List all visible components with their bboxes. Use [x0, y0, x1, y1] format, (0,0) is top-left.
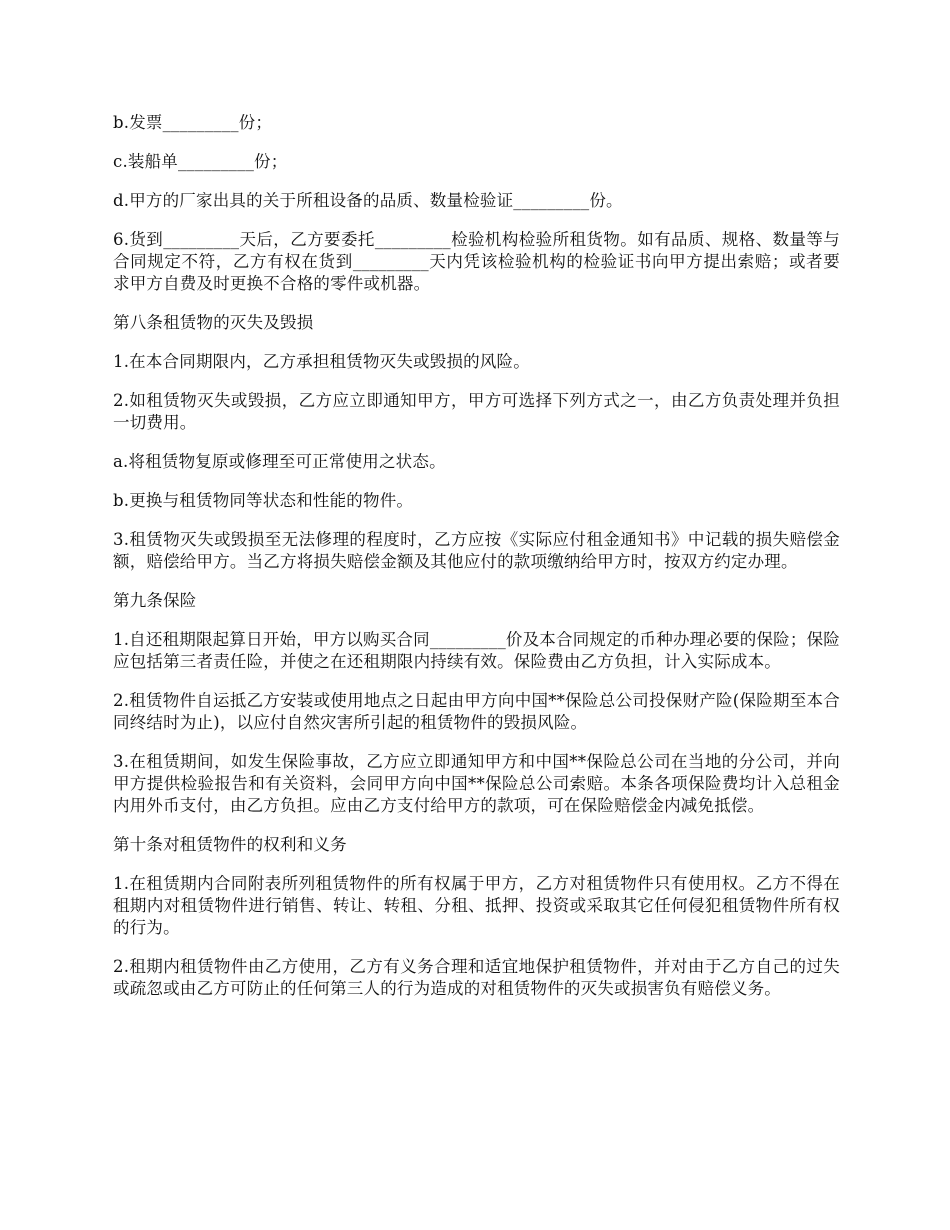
article-9-heading: 第九条保险 — [113, 591, 197, 610]
clause-item-d-inspection-certificate: d.甲方的厂家出具的关于所租设备的品质、数量检验证_________份。 — [113, 191, 623, 210]
clause-item-b-invoice: b.发票_________份； — [113, 113, 273, 132]
article-8-heading: 第八条租赁物的灭失及毁损 — [113, 313, 314, 332]
article-8-clause-2: 2.如租赁物灭失或毁损，乙方应立即通知甲方，甲方可选择下列方式之一，由乙方负责处理并负担一切费用。 — [113, 391, 840, 432]
document-page — [113, 112, 840, 1017]
article-10-clause-2: 2.租期内租赁物件由乙方使用，乙方有义务合理和适宜地保护租赁物件，并对由于乙方自己的过失或疏忽或由乙方可防止的任何第三人的行为造成的对租赁物件的灭失或损害负有赔偿义务。 — [113, 957, 840, 998]
article-8-item-a: a.将租赁物复原或修理至可正常使用之状态。 — [113, 452, 446, 471]
article-8-item-b: b.更换与租赁物同等状态和性能的物件。 — [113, 491, 414, 510]
article-10-clause-1: 1.在租赁期内合同附表所列租赁物件的所有权属于甲方，乙方对租赁物件只有使用权。乙方不得在租期内对租赁物件进行销售、转让、转租、分租、抵押、投资或采取其它任何侵犯租赁物件所有权的行为。 — [113, 874, 840, 937]
article-8-clause-3: 3.租赁物灭失或毁损至无法修理的程度时，乙方应按《实际应付租金通知书》中记载的损失赔偿金额，赔偿给甲方。当乙方将损失赔偿金额及其他应付的款项缴纳给甲方时，按双方约定办理。 — [113, 530, 840, 571]
article-9-clause-2: 2.租赁物件自运抵乙方安装或使用地点之日起由甲方向中国**保险总公司投保财产险(保险期至本合同终结时为止)，以应付自然灾害所引起的租赁物件的毁损风险。 — [113, 691, 840, 732]
article-9-clause-1: 1.自还租期限起算日开始，甲方以购买合同_________价及本合同规定的币种办理必要的保险；保险应包括第三者责任险，并使之在还租期限内持续有效。保险费由乙方负担，计入实际成本。 — [113, 630, 840, 671]
clause-6-inspection-claims: 6.货到_________天后，乙方要委托_________检验机构检验所租货物。如有品质、规格、数量等与合同规定不符，乙方有权在货到_________天内凭该检验机构的检验证书向甲方提出索赔；或者要求甲方自费及时更换不合格的零件或机器。 — [113, 230, 840, 293]
article-8-clause-1: 1.在本合同期限内，乙方承担租赁物灭失或毁损的风险。 — [113, 352, 530, 371]
article-9-clause-3: 3.在租赁期间，如发生保险事故，乙方应立即通知甲方和中国**保险总公司在当地的分公司，并向甲方提供检验报告和有关资料，会同甲方向中国**保险总公司索赔。本条各项保险费均计入总租金内用外币支付，由乙方负担。应由乙方支付给甲方的款项，可在保险赔偿金内减免抵偿。 — [113, 752, 840, 815]
article-10-heading: 第十条对租赁物件的权利和义务 — [113, 835, 347, 854]
clause-item-c-bill-of-lading: c.装船单_________份； — [113, 152, 288, 171]
